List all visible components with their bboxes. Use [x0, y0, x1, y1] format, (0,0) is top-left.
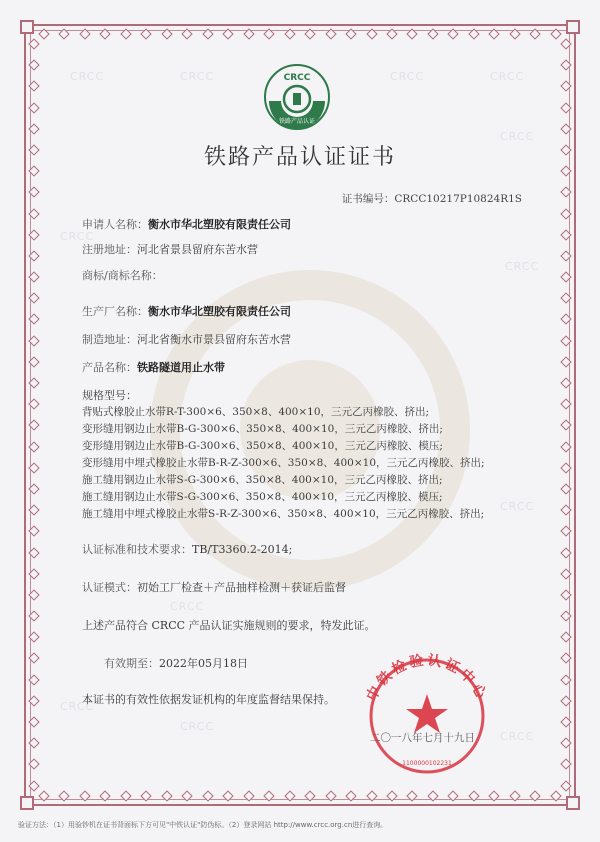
watermark-text: CRCC — [500, 500, 535, 513]
spec-label: 规格型号： — [82, 389, 137, 402]
watermark-text: CRCC — [180, 720, 215, 733]
seal-text: 中铁检验认证中心 — [363, 652, 491, 704]
spec-line: 施工缝用钢边止水带S-G-300×6、350×8、400×10，三元乙丙橡胶、挤出; — [82, 474, 443, 486]
border-ornament-top — [40, 27, 560, 41]
standard-label: 认证标准和技术要求： — [82, 543, 192, 556]
reg-address-label: 注册地址： — [82, 243, 137, 256]
border-corner — [566, 796, 580, 810]
watermark-text: CRCC — [490, 70, 525, 83]
issue-date: 二〇一八年七月十九日 — [370, 732, 475, 744]
watermark-text: CRCC — [60, 230, 95, 243]
certificate-number — [342, 191, 522, 206]
certificate-number-label: 证书编号： — [341, 193, 395, 205]
official-seal — [352, 650, 502, 774]
applicant-value: 衡水市华北塑胶有限责任公司 — [148, 218, 291, 231]
validity-value: 2022年05月18日 — [159, 657, 248, 670]
mode-label: 认证模式： — [82, 581, 137, 594]
border-corner — [20, 796, 34, 810]
watermark-text: CRCC — [390, 70, 425, 83]
mfg-address-row — [82, 331, 291, 347]
watermark-text: CRCC — [500, 730, 535, 743]
watermark-text: CRCC — [180, 70, 215, 83]
validity-row — [104, 655, 248, 671]
spec-line: 变形缝用中埋式橡胶止水带B-R-Z-300×6、350×8、400×10，三元乙丙橡胶、挤出; — [82, 457, 485, 469]
reg-address-row — [82, 241, 258, 257]
reg-address-value: 河北省景县留府东苦水营 — [137, 243, 258, 256]
watermark-text: CRCC — [170, 600, 205, 613]
logo-top-text: CRCC — [283, 73, 311, 83]
manufacturer-row — [82, 303, 291, 319]
border-ornament-bottom — [40, 789, 560, 803]
trademark-label: 商标/商标名称： — [82, 269, 163, 282]
product-row — [82, 359, 225, 375]
seal-star-icon — [406, 694, 448, 733]
seal-number: 1100000102231 — [402, 760, 452, 767]
validity-label: 有效期至： — [104, 657, 159, 670]
certificate-number-value: CRCC10217P10824R1S — [394, 193, 522, 205]
spec-line: 背贴式橡胶止水带R-T-300×6、350×8、400×10，三元乙丙橡胶、挤出; — [82, 406, 430, 418]
statement: 上述产品符合 CRCC 产品认证实施规则的要求，特发此证。 — [82, 619, 376, 632]
mode-value: 初始工厂检查＋产品抽样检测＋获证后监督 — [137, 581, 346, 594]
standard-row — [82, 541, 292, 557]
trademark-row — [82, 267, 163, 283]
applicant-label: 申请人名称： — [82, 218, 148, 231]
watermark-text: CRCC — [60, 700, 95, 713]
validity-note: 本证书的有效性依据发证机构的年度监督结果保持。 — [82, 693, 335, 706]
crcc-logo — [263, 63, 331, 131]
manufacturer-label: 生产厂名称： — [82, 305, 148, 318]
certificate-title: 铁路产品认证证书 — [203, 145, 396, 170]
manufacturer-value: 衡水市华北塑胶有限责任公司 — [148, 305, 291, 318]
watermark-text: CRCC — [500, 130, 535, 143]
mode-row — [82, 579, 346, 595]
mfg-address-label: 制造地址： — [82, 333, 137, 346]
spec-line: 变形缝用钢边止水带B-G-300×6、350×8、400×10，三元乙丙橡胶、挤出; — [82, 423, 443, 435]
product-value: 铁路隧道用止水带 — [137, 361, 225, 374]
product-label: 产品名称： — [82, 361, 137, 374]
verification-footer: 验证方法：（1）用验钞机在证书背面标下方可见"中铁认证"防伪标。（2）登录网站 http://www.crcc.org.cn进行查询。 — [18, 821, 388, 829]
border-corner — [20, 20, 34, 34]
spec-line: 施工缝用中埋式橡胶止水带S-R-Z-300×6、350×8、400×10，三元乙丙橡胶、挤出; — [82, 508, 485, 520]
applicant-row — [82, 216, 291, 232]
mfg-address-value: 河北省衡水市景县留府东苦水营 — [137, 333, 291, 346]
standard-value: TB/T3360.2-2014; — [192, 543, 293, 556]
spec-line: 施工缝用钢边止水带S-G-300×6、350×8、400×10，三元乙丙橡胶、模压; — [82, 491, 443, 503]
spec-line: 变形缝用钢边止水带B-G-300×6、350×8、400×10，三元乙丙橡胶、模压; — [82, 440, 443, 452]
watermark-text: CRCC — [70, 70, 105, 83]
watermark-text: CRCC — [505, 260, 540, 273]
logo-bottom-text: 铁路产品认证 — [278, 118, 316, 125]
border-corner — [566, 20, 580, 34]
